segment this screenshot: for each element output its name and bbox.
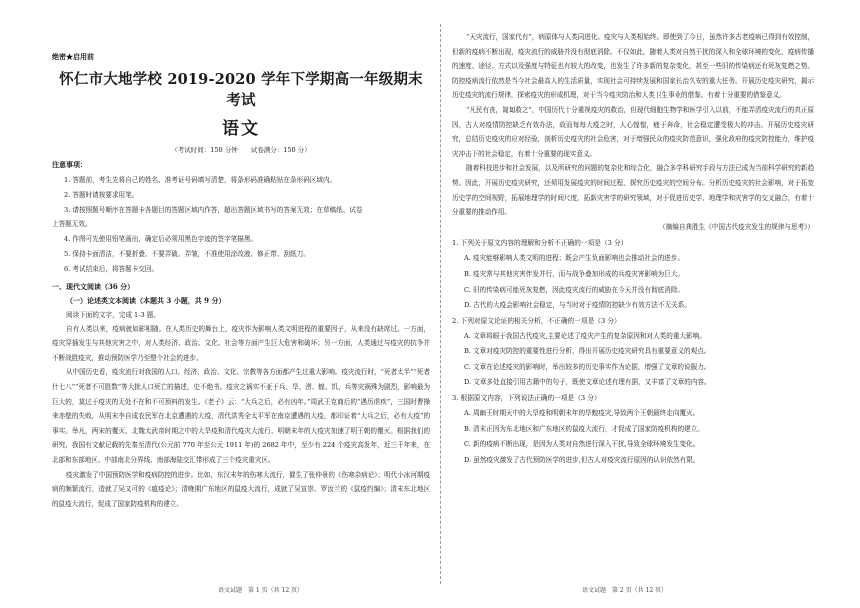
passage-paragraph: 疫灾激发了中国预防医学和疫病防控的进步。比如，东汉末年的伤寒大流行，催生了张仲景的《伤寒杂病论》；明代小冰河期疫病的频繁流行，造就了吴又可的《瘟疫论》；清晚期广东地区的鼠疫大流行，成就了吴宣崇、罗汝兰的《鼠疫约编》；清末东北地区的鼠疫大流行，促成了国家防疫机构的建立。 — [52, 470, 430, 508]
notice-item: 5. 保持卡面清洁，不要折叠、不要弄破、弄皱，不准使用涂改液、修正带、刮纸刀。 — [64, 249, 310, 258]
secret-label: 绝密★启用前 — [52, 52, 94, 61]
question-option: D. 虽然疫灾激发了古代预防医学的进步,但古人对疫灾流行原因的认识依然有限。 — [464, 455, 700, 464]
subject-title: 语文 — [222, 119, 260, 139]
notice-item: 3. 请按照题号顺序在答题卡各题目的答题区域内作答，超出答题区域书写的答案无效；在草稿纸、试卷 — [64, 205, 363, 214]
passage-paragraph: “天灾流行，国家代有”，病原体与人类同进化。疫灾与人类相始终。即使到了今日，虽然许多古老疫病已得到有效控制，但新的疫病不断出现，疫灾流行的威胁并没有彻底消除。不仅如此，随着人类对自然干扰的深入和全球环境的变化，疫病传播的速度、途径、方式以及强度与特征也有较大的改变，也发生了许多新的复杂变化，甚至一些旧的传染病还有死灰复燃之势。防控疫病流行依然是当今社会最高人的生活质量，实现社会可持续发展和国家长治久安的重大任务。开展历史疫灾研究，揭示历史疫灾的流行规律，探索疫灾的形成机理，对于当今疫灾防治和人类卫生事业的借鉴。有着十分重要的借鉴意义。 — [452, 33, 814, 100]
question-option: C. 新的疫病不断出现，是因为人类对自然进行深入干扰,导致全球环境发生变化。 — [464, 440, 700, 449]
passage-paragraph: 从中国历史看，疫灾流行对我国的人口、经济、政治、文化、宗教等各方面都产生过重大影响。疫灾流行时，“死者太半”“死者什七八”“死者不可胜数”等大批人口死亡的描述，史不绝书。疫灾之祸实不亚于兵、旱、涝、蝗、饥、兵等灾祸殊为剧烈，影响最为巨大的，莫过于疫灾的无处不在和不可预料的发生。《老子》云：“大兵之后，必有凶年。”周武王克商后的“遇历虐疾”，三国时曹操来赤壁的失败，从明末李自成农民军在北京遭遇的大疫，清代洪秀全太平军在南京遭遇的大疫，都印证着“大兵之后，必有大疫”的事实。举凡，两宋的覆灭、北魏太武帝时期之中的大旱疫和清代疫灾大流行、明朝末年的大疫灾加速了明王朝的覆灭。根据我们的研究，我国有文献记载的先秦至清代(公元前 770 年至公元 1911 年)的 2682 年中，至少有 224 个疫灾高发年，近三千年来，在北部和东部地区、中部南北分界线、南部海陆交汇带形成了三个疫灾重灾区。 — [52, 368, 430, 464]
question-3 — [452, 391, 814, 468]
question-option: C. 旧的传染病可能死灰复燃，因此疫灾流行的威胁在今天并没有彻底消除。 — [464, 285, 685, 294]
exam-title: 怀仁市大地学校 2019-2020 学年下学期高一年级期末考试 — [59, 71, 423, 109]
question-option: D. 文章多处直接引用古籍中的句子，既使文章论述有理有据，又丰富了文章的内容。 — [464, 378, 711, 387]
notice-item: 2. 答题时请按要求用笔。 — [64, 190, 139, 199]
column-divider — [440, 24, 441, 584]
notice-heading: 注意事项： — [52, 160, 87, 169]
left-column — [52, 0, 430, 608]
page-footer-left: 语文试题 第 1 页（共 12 页） — [218, 587, 304, 594]
question-option: A. 疫灾能够影响人类文明的进程；既会产生负面影响也会推动社会的进步。 — [464, 254, 684, 263]
notice-item: 1. 答题前，考生先将自己的姓名、准考证号码填写清楚，将条形码准确粘贴在条形码区域内。 — [64, 176, 337, 184]
page-footer-right: 语文试题 第 2 页（共 12 页） — [582, 587, 668, 594]
question-option: A. 周幽王时期天中的大旱疫和明朝末年的旱蝗疫灾,导致两个王朝最终走向覆灭。 — [464, 409, 700, 418]
passage-paragraph: 自有人类以来，疫病就如影相随。在人类历史的舞台上，疫灾作为影响人类文明进程的重要因子，从来没有缺席过。一方面，疫灾穿插发生与其他灾害之中，对人类经济、政治、文化、社会等方面产生巨大危害和破坏；另一方面，人类通过与疫灾的抗争并不断战胜疫灾，推动预防医学乃至整个社会的进步。 — [52, 324, 430, 362]
subsection-title: （一）论述类文本阅读（本题共 3 小题，共 9 分） — [66, 295, 226, 305]
question-option: A. 文章将眼于我国古代疫灾,主要论述了疫灾产生的复杂原因和对人类的重大影响。 — [464, 331, 706, 340]
notice-item: 6. 考试结束后，将答题卡交回。 — [64, 264, 159, 273]
question-option: B. 清末正因为东北地区和广东地区的鼠疫大流行，才促成了国家防疫机构的建立。 — [464, 424, 704, 433]
reading-instruction: 阅读下面的文字，完成 1-3 题。 — [66, 310, 160, 319]
question-2 — [452, 314, 814, 391]
exam-info: （考试时间：150 分钟 试卷满分：150 分） — [171, 146, 311, 154]
question-stem: 3. 根据原文内容，下列说法正确的一项是（3 分） — [452, 394, 601, 403]
right-column — [452, 0, 814, 608]
question-option: D. 古代的大疫会影响社会稳定，与当时对于疫情防控缺少有效方法不无关系。 — [464, 301, 691, 310]
passage-source: （摘编自龚胜生《中国古代疫灾发生的规律与思考》） — [659, 222, 814, 231]
question-1 — [452, 236, 814, 313]
passage-paragraph: “凡民有丧，匍匐救之”，中国历代十分重视疫灾的救治，但现代细胞生物学和医学引入以前，不能弄清疫灾流行的真正原因，古人对疫情防控缺乏有效办法，故而每每大疫之时，人心惶惶，疲于奔命，社会稳定遭受极大的冲击。开展历史疫灾研究，总结历史疫灾的应对经验，剖析历史疫灾的社会危害，对于增强民众的疫灾防范意识，强化政府的疫灾防控能力，维护疫灾冲击下的社会稳定，有着十分重要的现实意义。 — [452, 105, 814, 158]
question-option: B. 文章对疫灾防控的重要性进行分析，得出开展历史疫灾研究具有重要意义的观点。 — [464, 347, 711, 356]
question-stem: 1. 下列关于原文内容的理解和分析不正确的一项是（3 分） — [452, 239, 628, 248]
notice-item: 上答题无效。 — [52, 220, 92, 229]
notice-item: 4. 作图可先使用铅笔画出，确定后必须用黑色字迹的签字笔描黑。 — [64, 235, 258, 244]
question-stem: 2. 下列对原文论证的相关分析，不正确的一项是（3 分） — [452, 316, 621, 325]
question-option: C. 文章在论述疫灾的影响时，举出较多的历史事实作为论据，增强了文章的说服力。 — [464, 362, 711, 371]
question-option: B. 疫灾常与其他灾害伴发并行，而与战争叠加形成的兵疫灾害影响为巨大。 — [464, 269, 685, 278]
section-title: 一、现代文阅读（36 分） — [52, 281, 135, 291]
passage-paragraph: 随着科技进步和社会发展，以及所研究的问题的复杂化和综合化，融合多学科研究手段与方法已成为当前科学研究的新趋势。因此，开展历史疫灾研究，还须用发展疫灾的时间过程，探究历史疫灾的空间分布。分析历史疫灾的社会影响，对于拓宽历史学的空间视野，拓展地理学的时间尺度，拓新灾害学的研究领域，对于促进历史学、地理学和灾害学的交叉融合，有着十分重要的推动作用。 — [452, 164, 814, 217]
